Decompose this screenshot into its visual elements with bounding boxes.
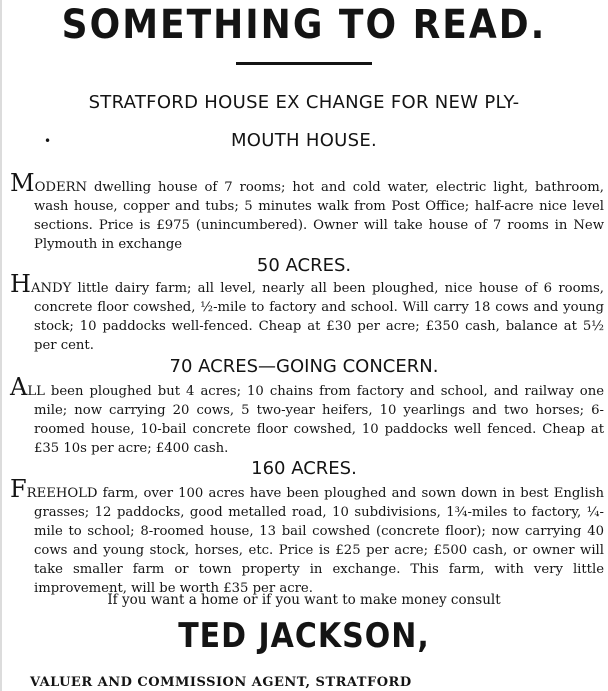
listing-paragraph-70-acres: [10, 373, 604, 458]
main-headline: SOMETHING TO READ.: [61, 2, 547, 48]
listing-paragraph-house: [10, 169, 604, 254]
dropcap-letter: F: [10, 475, 27, 503]
print-speck: •: [44, 134, 52, 148]
headline-rule: [236, 62, 372, 65]
listing-text: ODERN dwelling house of 7 rooms; hot and cold water, electric light, bathroom, wash house, copper and tubs; 5 minutes walk from Post Office; half-acre nice level sections. Price is £975 (unincumbered). Owner will take house of 7 rooms in New Plymouth in exchange: [34, 180, 604, 252]
consult-line: If you want a home or if you want to make money consult: [107, 592, 501, 608]
dropcap-letter: H: [10, 270, 31, 298]
listing-text: LL been ploughed but 4 acres; 10 chains from factory and school, and railway one mile; now carrying 20 cows, 5 two-year heifers, 10 yearlings and two horses; 6-roomed house, 10-bail concrete floor cowshed, 10 paddocks well fenced. Cheap at £35 10s per acre; £400 cash.: [27, 384, 604, 456]
dropcap-letter: M: [10, 169, 35, 197]
section-heading-70-acres: 70 ACRES—GOING CONCERN.: [169, 356, 439, 377]
agent-title: VALUER AND COMMISSION AGENT, STRATFORD: [30, 675, 412, 690]
agent-name: TED JACKSON,: [178, 617, 430, 657]
listing-paragraph-160-acres: [10, 475, 604, 598]
dropcap-letter: A: [10, 373, 28, 401]
subheading-line-2: MOUTH HOUSE.: [230, 130, 378, 151]
subheading-line-1: STRATFORD HOUSE EX CHANGE FOR NEW PLY-: [88, 92, 520, 113]
listing-text: REEHOLD farm, over 100 acres have been ploughed and sown down in best English grasses; 12 paddocks, good metalled road, 10 subdivisions, 1¾-miles to factory, ¼-mile to school; 8-roomed house, 13 bail cowshed (concrete floor); now carrying 40 cows and young stock, horses, etc. Price is £25 per acre; £500 cash, or owner will take smaller farm or town property in exchange. This farm, with very little improvement, will be worth £35 per acre.: [26, 486, 604, 596]
listing-paragraph-50-acres: [10, 270, 604, 355]
section-heading-160-acres: 160 ACRES.: [251, 458, 357, 479]
listing-text: ANDY little dairy farm; all level, nearly all been ploughed, nice house of 6 rooms, concrete floor cowshed, ½-mile to factory and school. Will carry 18 cows and young stock; 10 paddocks well-fenced. Cheap at £30 per acre; £350 cash, balance at 5½ per cent.: [30, 281, 604, 353]
section-heading-50-acres: 50 ACRES.: [256, 255, 352, 276]
